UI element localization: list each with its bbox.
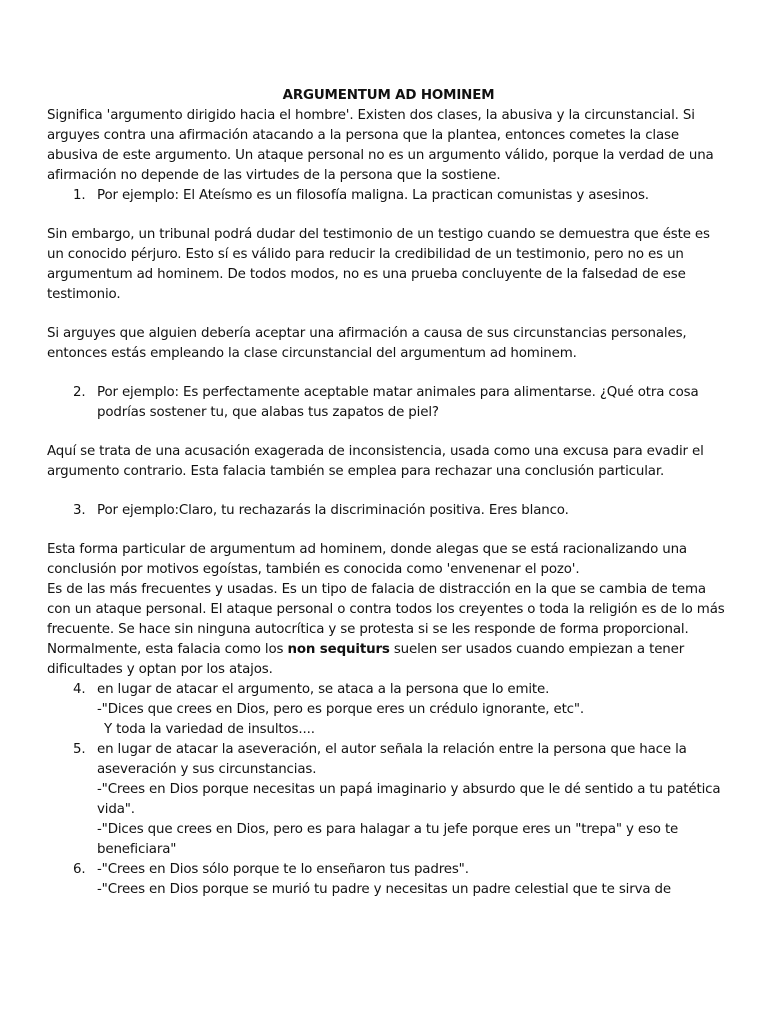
list-item-5: [47, 740, 730, 860]
list-item-2: [47, 383, 730, 423]
example-text: Claro, tu rechazarás la discriminación positiva. Eres blanco.: [178, 503, 569, 518]
list-item-3: [47, 501, 730, 521]
item-quote: -"Crees en Dios porque necesitas un papá imaginario y absurdo que le dé sentido a tu patética vida".: [97, 782, 721, 817]
list-item-1: [47, 186, 730, 206]
paragraph-frecuentes: Es de las más frecuentes y usadas. Es un tipo de falacia de distracción en la que se cambia de tema con un ataque personal. El ataque personal o contra todos los creyentes o toda la religión es de lo más frecuente. Se hace sin ninguna autocrítica y se protesta si se les responde de forma proporcional. Normalmente, esta falacia como los non sequiturs suelen ser usados cuando empiezan a tener dificultades y optan por los atajos.: [47, 582, 725, 677]
page-title: ARGUMENTUM AD HOMINEM: [282, 88, 495, 103]
list-number: 4.: [73, 682, 86, 697]
example-text: El Ateísmo es un filosofía maligna. La practican comunistas y asesinos.: [178, 188, 649, 203]
list-number: 6.: [73, 862, 86, 877]
item-quote: -"Dices que crees en Dios, pero es para halagar a tu jefe porque eres un "trepa" y eso te beneficiara": [97, 822, 679, 857]
list-number: 1.: [73, 188, 86, 203]
list-item-4: [47, 680, 730, 740]
example-label: Por ejemplo:: [97, 188, 179, 203]
list-number: 3.: [73, 503, 86, 518]
paragraph-envenenar-pozo: Esta forma particular de argumentum ad hominem, donde alegas que se está racionalizando una conclusión por motivos egoístas, también es conocida como 'envenenar el pozo'.: [47, 542, 687, 577]
item-note: Y toda la variedad de insultos....: [104, 722, 315, 737]
item-text: en lugar de atacar la aseveración, el autor señala la relación entre la persona que hace la aseveración y sus circunstancias.: [97, 742, 687, 777]
list-item-6: [47, 860, 730, 900]
example-text: Es perfectamente aceptable matar animales para alimentarse. ¿Qué otra cosa podrías sostener tu, que alabas tus zapatos de piel?: [97, 385, 699, 420]
item-quote: -"Crees en Dios sólo porque te lo enseñaron tus padres".: [97, 862, 469, 877]
example-label: Por ejemplo:: [97, 503, 179, 518]
paragraph-inconsistencia: Aquí se trata de una acusación exagerada de inconsistencia, usada como una excusa para evadir el argumento contrario. Esta falacia también se emplea para rechazar una conclusión particular.: [47, 444, 704, 479]
list-number: 5.: [73, 742, 86, 757]
paragraph-tribunal: Sin embargo, un tribunal podrá dudar del testimonio de un testigo cuando se demuestra que éste es un conocido pérjuro. Esto sí es válido para reducir la credibilidad de un testimonio, pero no es un argumentum ad hominem. De todos modos, no es una prueba concluyente de la falsedad de ese testimonio.: [47, 227, 710, 302]
paragraph-circunstancial: Si arguyes que alguien debería aceptar una afirmación a causa de sus circunstancias personales, entonces estás empleando la clase circunstancial del argumentum ad hominem.: [47, 326, 687, 361]
non-sequiturs-bold: non sequiturs: [287, 642, 390, 657]
list-number: 2.: [73, 385, 86, 400]
item-quote: -"Crees en Dios porque se murió tu padre y necesitas un padre celestial que te sirva de: [97, 882, 671, 897]
item-text: en lugar de atacar el argumento, se ataca a la persona que lo emite.: [97, 682, 550, 697]
paragraph-intro: Significa 'argumento dirigido hacia el hombre'. Existen dos clases, la abusiva y la circunstancial. Si arguyes contra una afirmación atacando a la persona que la plantea, entonces cometes la clase abusiva de este argumento. Un ataque personal no es un argumento válido, porque la verdad de una afirmación no depende de las virtudes de la persona que la sostiene.: [47, 108, 714, 183]
item-quote: -"Dices que crees en Dios, pero es porque eres un crédulo ignorante, etc".: [97, 702, 585, 717]
example-label: Por ejemplo:: [97, 385, 179, 400]
